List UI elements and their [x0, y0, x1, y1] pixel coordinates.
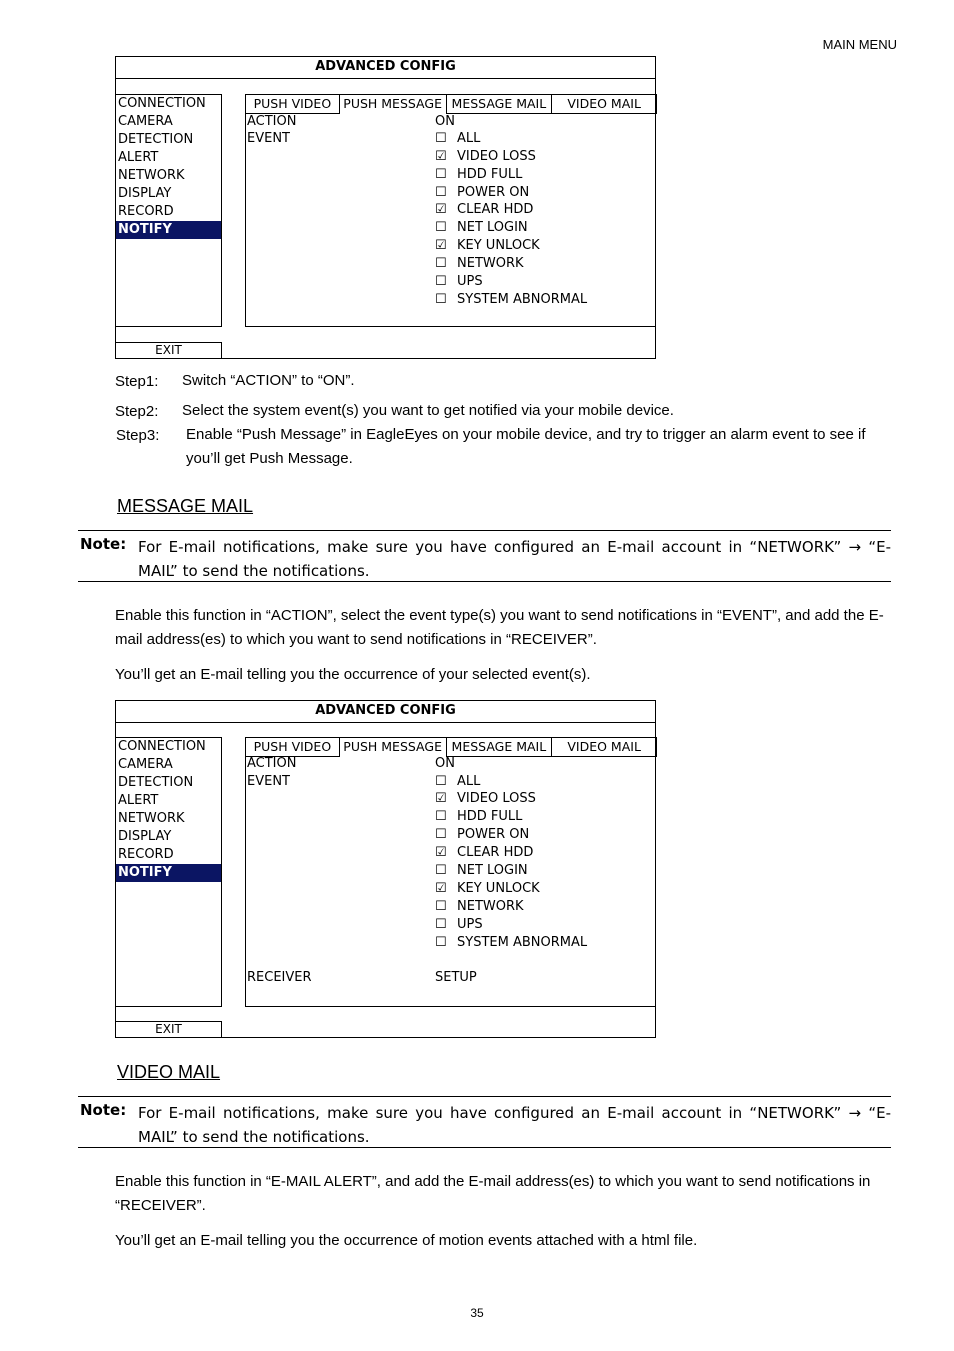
page-number: 35 — [470, 1306, 484, 1320]
checkbox-icon[interactable]: ☐ — [435, 256, 447, 271]
note-label: Note: — [80, 535, 127, 553]
event-label-text: UPS — [457, 274, 483, 289]
checkbox-icon[interactable]: ☐ — [435, 917, 447, 932]
checkbox-icon[interactable]: ☑ — [435, 238, 447, 253]
event-label-text: HDD FULL — [457, 167, 523, 182]
action-label: ACTION — [247, 756, 297, 771]
menu-item-connection[interactable]: CONNECTION — [118, 739, 206, 754]
tab-push-video[interactable]: PUSH VIDEO — [245, 737, 340, 757]
event-label-text: POWER ON — [457, 827, 530, 842]
advanced-config-panel-push-message — [115, 56, 656, 359]
menu-item-record[interactable]: RECORD — [118, 847, 174, 862]
event-label: EVENT — [247, 774, 290, 789]
event-label-text: VIDEO LOSS — [457, 149, 536, 164]
event-label-text: SYSTEM ABNORMAL — [457, 935, 588, 950]
event-label-text: POWER ON — [457, 185, 530, 200]
note-text: For E-mail notifications, make sure you have configured an E-mail account in “NETWORK” → “E-MAIL” to send the notifications. — [138, 1104, 891, 1146]
checkbox-icon[interactable]: ☐ — [435, 827, 447, 842]
exit-button[interactable]: EXIT — [115, 342, 222, 359]
menu-item-detection[interactable]: DETECTION — [118, 132, 194, 147]
paragraph: Enable this function in “E-MAIL ALERT”, and add the E-mail address(es) to which you want to send notifications in “RECEIVER”. — [115, 1173, 871, 1214]
tab-bar — [245, 94, 656, 114]
event-option[interactable] — [435, 899, 524, 914]
event-label-text: NETWORK — [457, 899, 524, 914]
event-label-text: KEY UNLOCK — [457, 881, 540, 896]
step-2-label: Step2: — [115, 403, 159, 420]
menu-item-notify[interactable]: NOTIFY — [116, 864, 221, 882]
checkbox-icon[interactable]: ☐ — [435, 899, 447, 914]
notify-content-area — [245, 94, 656, 327]
menu-item-alert[interactable]: ALERT — [118, 150, 159, 165]
exit-button[interactable]: EXIT — [115, 1021, 222, 1038]
section-heading-message-mail: MESSAGE MAIL — [117, 496, 254, 516]
event-option[interactable] — [435, 881, 540, 896]
header-section-label: MAIN MENU — [822, 37, 897, 52]
menu-item-connection[interactable]: CONNECTION — [118, 96, 206, 111]
menu-item-display[interactable]: DISPLAY — [118, 829, 172, 844]
tab-push-video[interactable]: PUSH VIDEO — [245, 94, 340, 114]
event-label-text: HDD FULL — [457, 809, 523, 824]
checkbox-icon[interactable]: ☑ — [435, 202, 447, 217]
event-option[interactable] — [435, 131, 480, 146]
event-label-text: CLEAR HDD — [457, 202, 534, 217]
event-option[interactable] — [435, 917, 483, 932]
checkbox-icon[interactable]: ☐ — [435, 809, 447, 824]
checkbox-icon[interactable]: ☑ — [435, 881, 447, 896]
checkbox-icon[interactable]: ☐ — [435, 167, 447, 182]
event-option[interactable] — [435, 202, 533, 217]
step-2-text: Select the system event(s) you want to get notified via your mobile device. — [182, 402, 674, 419]
event-option[interactable] — [435, 238, 540, 253]
step-1-label: Step1: — [115, 373, 159, 390]
menu-item-camera[interactable]: CAMERA — [118, 114, 173, 129]
checkbox-icon[interactable]: ☐ — [435, 863, 447, 878]
event-option[interactable] — [435, 827, 529, 842]
note-box — [78, 1096, 891, 1148]
paragraph: Enable this function in “ACTION”, select the event type(s) you want to send notifications in “EVENT”, and add the E-mail address(es) to which you want to send notifications in “RECEIVER”. — [115, 607, 884, 648]
event-option[interactable] — [435, 935, 587, 950]
event-label-text: NET LOGIN — [457, 220, 528, 235]
note-box — [78, 530, 891, 582]
action-value[interactable]: ON — [435, 114, 455, 129]
menu-item-record[interactable]: RECORD — [118, 204, 174, 219]
event-label-text: SYSTEM ABNORMAL — [457, 292, 588, 307]
event-label-text: KEY UNLOCK — [457, 238, 540, 253]
event-label: EVENT — [247, 131, 290, 146]
receiver-label: RECEIVER — [247, 970, 312, 985]
checkbox-icon[interactable]: ☐ — [435, 131, 447, 146]
tab-video-mail[interactable]: VIDEO MAIL — [551, 737, 657, 757]
event-label-text: VIDEO LOSS — [457, 791, 536, 806]
event-label-text: NET LOGIN — [457, 863, 528, 878]
panel-title: ADVANCED CONFIG — [116, 701, 655, 723]
checkbox-icon[interactable]: ☐ — [435, 274, 447, 289]
event-label-text: UPS — [457, 917, 483, 932]
menu-item-notify[interactable]: NOTIFY — [116, 221, 221, 239]
event-option[interactable] — [435, 774, 480, 789]
checkbox-icon[interactable]: ☑ — [435, 845, 447, 860]
checkbox-icon[interactable]: ☐ — [435, 935, 447, 950]
event-option[interactable] — [435, 274, 483, 289]
tab-push-message[interactable]: PUSH MESSAGE — [339, 737, 447, 757]
panel-title: ADVANCED CONFIG — [116, 57, 655, 79]
tab-bar — [245, 737, 656, 757]
advanced-config-panel-message-mail — [115, 700, 656, 1038]
checkbox-icon[interactable]: ☑ — [435, 149, 447, 164]
note-text: For E-mail notifications, make sure you have configured an E-mail account in “NETWORK” → “E-MAIL” to send the notifications. — [138, 538, 891, 580]
tab-message-mail[interactable]: MESSAGE MAIL — [446, 94, 553, 114]
checkbox-icon[interactable]: ☐ — [435, 292, 447, 307]
event-option[interactable] — [435, 292, 587, 307]
menu-item-network[interactable]: NETWORK — [118, 168, 185, 183]
menu-item-alert[interactable]: ALERT — [118, 793, 159, 808]
event-option[interactable] — [435, 149, 536, 164]
event-option[interactable] — [435, 791, 536, 806]
tab-video-mail[interactable]: VIDEO MAIL — [551, 94, 657, 114]
paragraph: You’ll get an E-mail telling you the occurrence of your selected event(s). — [115, 666, 591, 683]
tab-message-mail[interactable]: MESSAGE MAIL — [446, 737, 553, 757]
event-label-text: CLEAR HDD — [457, 845, 534, 860]
notify-content-area — [245, 737, 656, 1007]
event-label-text: ALL — [457, 774, 481, 789]
menu-item-camera[interactable]: CAMERA — [118, 757, 173, 772]
event-option[interactable] — [435, 863, 528, 878]
action-value[interactable]: ON — [435, 756, 455, 771]
event-label-text: ALL — [457, 131, 481, 146]
event-option[interactable] — [435, 256, 524, 271]
checkbox-icon[interactable]: ☐ — [435, 220, 447, 235]
step-3-label: Step3: — [116, 427, 160, 444]
event-option[interactable] — [435, 809, 522, 824]
menu-item-network[interactable]: NETWORK — [118, 811, 185, 826]
paragraph: You’ll get an E-mail telling you the occurrence of motion events attached with a html file. — [115, 1232, 698, 1249]
side-menu — [115, 737, 222, 1007]
event-option[interactable] — [435, 220, 528, 235]
receiver-setup-button[interactable]: SETUP — [435, 970, 477, 985]
step-1-text: Switch “ACTION” to “ON”. — [182, 372, 355, 389]
step-3-text: Enable “Push Message” in EagleEyes on your mobile device, and try to trigger an alarm event to see if you’ll get Push Message. — [186, 426, 866, 467]
event-option[interactable] — [435, 845, 533, 860]
event-option[interactable] — [435, 167, 522, 182]
event-option[interactable] — [435, 185, 529, 200]
action-label: ACTION — [247, 114, 297, 129]
checkbox-icon[interactable]: ☐ — [435, 774, 447, 789]
menu-item-detection[interactable]: DETECTION — [118, 775, 194, 790]
note-label: Note: — [80, 1101, 127, 1119]
checkbox-icon[interactable]: ☑ — [435, 791, 447, 806]
side-menu — [115, 94, 222, 327]
tab-push-message[interactable]: PUSH MESSAGE — [339, 94, 447, 114]
section-heading-video-mail: VIDEO MAIL — [117, 1062, 221, 1082]
checkbox-icon[interactable]: ☐ — [435, 185, 447, 200]
menu-item-display[interactable]: DISPLAY — [118, 186, 172, 201]
event-label-text: NETWORK — [457, 256, 524, 271]
